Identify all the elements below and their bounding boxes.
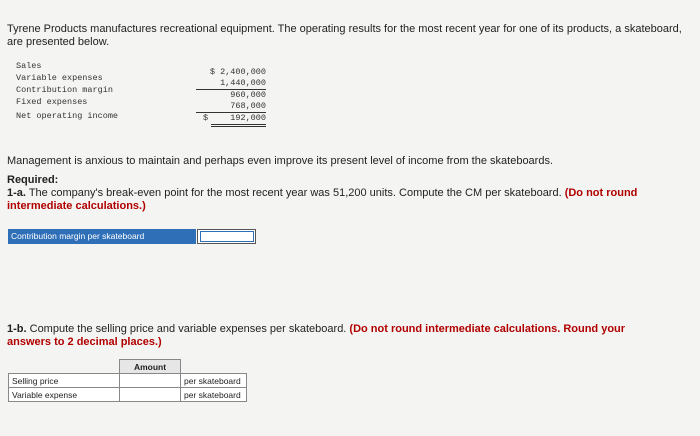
variable-expense-label: Variable expense <box>9 388 120 402</box>
question-1b-note: (Do not round intermediate calculations. Round your answers to 2 decimal places.) <box>7 323 626 348</box>
header-blank <box>9 360 120 374</box>
table-row <box>9 388 247 402</box>
statement-label-net-operating-income: Net operating income <box>16 111 119 121</box>
question-1a-text: The company's break-even point for the most recent year was 51,200 units. Compute the CM per skateboard. <box>25 187 565 199</box>
statement-value-variable-expenses: 1,440,000 <box>196 77 266 90</box>
statement-value-sales: $ 2,400,000 <box>209 67 266 77</box>
required-heading: Required: <box>7 174 59 186</box>
statement-label-sales: Sales <box>16 61 42 71</box>
variable-expense-input[interactable] <box>120 388 181 402</box>
question-1b-number: 1-b. <box>7 323 27 335</box>
cm-per-skateboard-input[interactable] <box>200 231 254 242</box>
selling-price-label: Selling price <box>9 374 120 388</box>
table-row <box>9 374 247 388</box>
question-1a <box>7 187 647 213</box>
statement-dollar-sign: $ <box>203 113 209 123</box>
income-statement <box>16 60 266 130</box>
amount-column-header: Amount <box>120 360 181 374</box>
statement-value-contribution-margin: 960,000 <box>230 90 266 100</box>
statement-value-net-operating-income: 192,000 <box>211 112 266 127</box>
header-blank-right <box>181 360 247 374</box>
intro-text: Tyrene Products manufactures recreational equipment. The operating results for the most recent year for one of its products, a skateboard, are presented below. <box>7 23 682 48</box>
question-1a-note: (Do not round intermediate calculations.) <box>7 187 638 212</box>
statement-value-fixed-expenses: 768,000 <box>196 100 266 113</box>
selling-price-unit: per skateboard <box>181 374 247 388</box>
cm-per-skateboard-label: Contribution margin per skateboard <box>8 229 196 244</box>
question-1b-text: Compute the selling price and variable expenses per skateboard. <box>26 323 350 335</box>
statement-label-variable-expenses: Variable expenses <box>16 73 103 83</box>
selling-price-input[interactable] <box>120 374 181 388</box>
management-text: Management is anxious to maintain and perhaps even improve its present level of income from the skateboards. <box>7 155 554 167</box>
statement-label-contribution-margin: Contribution margin <box>16 85 113 95</box>
question-1a-number: 1-a. <box>7 187 26 199</box>
answer-table-1b <box>8 359 247 402</box>
question-1b <box>7 323 667 349</box>
statement-label-fixed-expenses: Fixed expenses <box>16 97 88 107</box>
variable-expense-unit: per skateboard <box>181 388 247 402</box>
